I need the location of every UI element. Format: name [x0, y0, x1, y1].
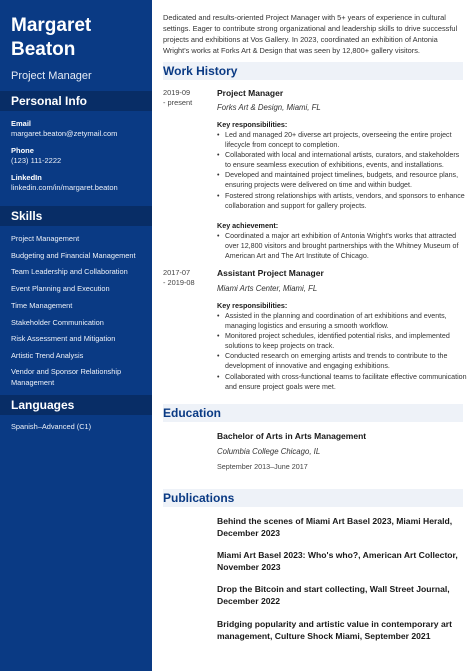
skill-item: Artistic Trend Analysis [11, 351, 84, 360]
list-item: • Led and managed 20+ diverse art projects, overseeing the entire project lifecycle from concept to completion. [217, 130, 467, 150]
education-heading-text: Education [163, 406, 222, 420]
email-value[interactable]: margaret.beaton@zetymail.com [11, 129, 118, 138]
main-content [152, 0, 474, 671]
list-item: • Monitored project schedules, identified potential risks, and implemented solutions to keep projects on track. [217, 331, 467, 351]
responsibilities-list [217, 130, 467, 211]
skill-item: Event Planning and Execution [11, 284, 110, 293]
education-degree: Bachelor of Arts in Arts Management [217, 431, 367, 441]
skill-item: Project Management [11, 234, 80, 243]
responsibilities-list [217, 311, 467, 392]
work-history-heading-text: Work History [163, 64, 238, 78]
publication-item: Drop the Bitcoin and start collecting, Wall Street Journal, December 2022 [217, 584, 450, 606]
job-date-end: - 2019-08 [163, 278, 195, 287]
personal-info-heading: Personal Info [0, 91, 152, 111]
job-company: Miami Arts Center, Miami, FL [217, 284, 318, 293]
profile-summary: Dedicated and results-oriented Project Manager with 5+ years of experience in cultural settings. Eager to contribute strong organizational and leadership skills to drive successful projects and exhibitions at Vos Gallery. In 2023, coordinated an exhibition of Antonia Wright's works at Forks Art & Design that was seen by 12,800+ gallery visitors. [163, 13, 458, 55]
candidate-name [11, 14, 146, 62]
publications-heading [163, 489, 463, 507]
job-date-start: 2017-07 [163, 268, 191, 277]
publication-item: Miami Art Basel 2023: Who's who?, American Art Collector, November 2023 [217, 550, 458, 572]
job-date-end: - present [163, 98, 193, 107]
job-dates [163, 88, 203, 108]
work-history-heading [163, 62, 463, 80]
job-company: Forks Art & Design, Miami, FL [217, 103, 321, 112]
publications-heading-text: Publications [163, 491, 235, 505]
linkedin-label: LinkedIn [11, 173, 42, 182]
responsibilities-heading: Key responsibilities: [217, 120, 288, 129]
skill-item: Risk Assessment and Mitigation [11, 334, 116, 343]
publication-item: Behind the scenes of Miami Art Basel 2023, Miami Herald, December 2023 [217, 516, 453, 538]
first-name: Margaret [11, 15, 92, 36]
job-dates [163, 268, 203, 288]
phone-value: (123) 111-2222 [11, 156, 62, 165]
phone-label: Phone [11, 146, 34, 155]
skills-heading: Skills [0, 206, 152, 226]
responsibilities-heading: Key responsibilities: [217, 301, 288, 310]
list-item: • Collaborated with local and international artists, curators, and stakeholders to ensure seamless execution of exhibitions, events, and installations. [217, 150, 467, 170]
publication-item: Bridging popularity and artistic value in contemporary art management, Culture Shock Miami, September 2021 [217, 619, 452, 641]
list-item: • Fostered strong relationships with artists, vendors, and sponsors to enhance collaboration and support for gallery projects. [217, 191, 467, 211]
list-item: • Conducted research on emerging artists and trends to contribute to the development of innovative and engaging exhibitions. [217, 351, 467, 371]
email-label: Email [11, 119, 32, 128]
skill-item: Stakeholder Communication [11, 318, 104, 327]
sidebar [0, 0, 152, 671]
skill-item: Time Management [11, 301, 73, 310]
job-date-start: 2019-09 [163, 88, 191, 97]
language-item: Spanish–Advanced (C1) [11, 422, 92, 431]
skill-item: Vendor and Sponsor Relationship Management [11, 367, 122, 387]
achievement-list [217, 231, 467, 261]
list-item: • Collaborated with cross-functional teams to facilitate effective communication and ensure project goals were met. [217, 372, 467, 392]
achievement-heading: Key achievement: [217, 221, 279, 230]
list-item: • Developed and maintained project timelines, budgets, and resource plans, ensuring projects were delivered on time and within budget. [217, 170, 467, 190]
job-title: Project Manager [217, 88, 284, 98]
job-title: Assistant Project Manager [217, 268, 324, 278]
last-name: Beaton [11, 39, 76, 60]
skill-item: Team Leadership and Collaboration [11, 267, 128, 276]
education-heading [163, 404, 463, 422]
candidate-role: Project Manager [11, 70, 92, 82]
linkedin-value[interactable]: linkedin.com/in/margaret.beaton [11, 183, 118, 192]
education-school: Columbia College Chicago, IL [217, 447, 321, 456]
languages-heading: Languages [0, 395, 152, 415]
education-dates: September 2013–June 2017 [217, 462, 308, 471]
list-item: • Assisted in the planning and coordination of art exhibitions and events, managing logistics and ensuring a smooth workflow. [217, 311, 467, 331]
skill-item: Budgeting and Financial Management [11, 251, 136, 260]
list-item: • Coordinated a major art exhibition of Antonia Wright's works that attracted over 12,800 visitors and brought partnerships with the Whitney Museum of American Art and The Art Institute of Chicago. [217, 231, 467, 261]
